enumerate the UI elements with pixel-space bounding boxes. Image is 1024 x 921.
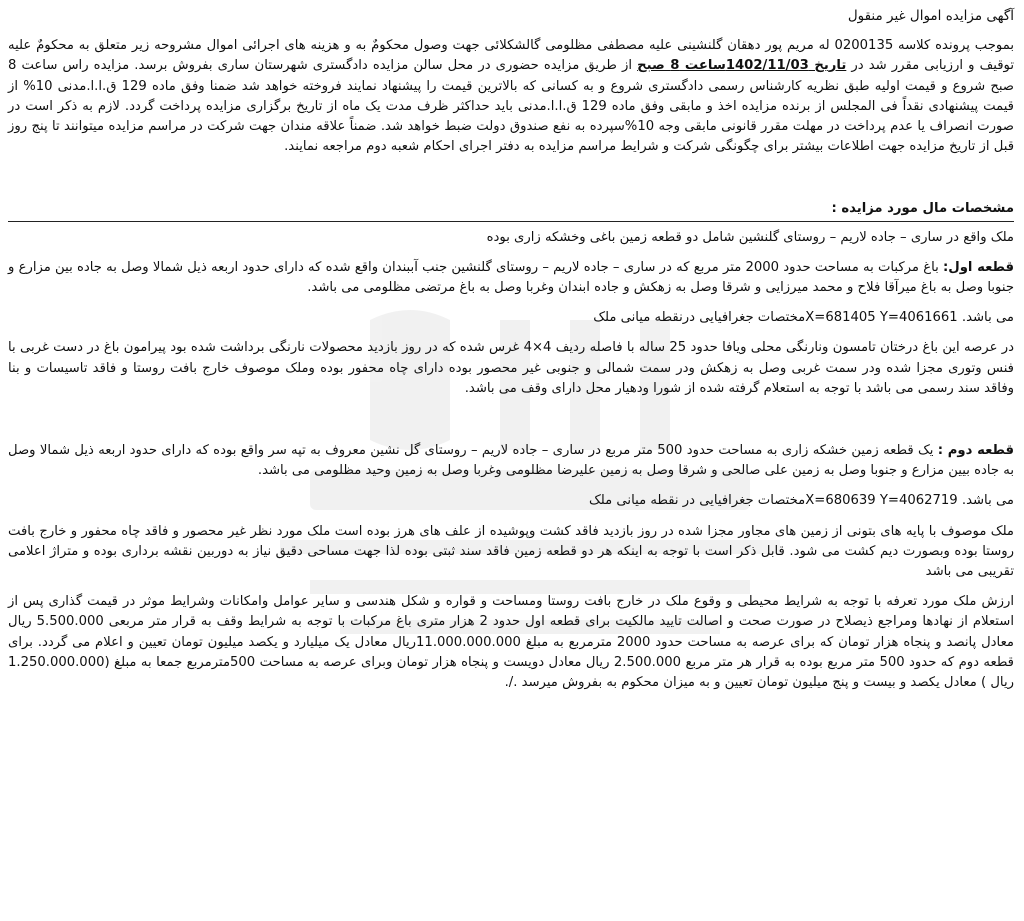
parcel-1-paragraph	[8, 258, 1014, 298]
intro-text-1: بموجب پرونده کلاسه 0200135 له مریم پور دهقان گلنشینی علیه مصطفی مظلومی گالشکلائی جهت وصول محکومٌ به و هزینه های اجرائی اموال مشروحه زیر متعلق به محکومٌ علیه توقیف و ارزیابی مقرر شد در	[8, 38, 1014, 74]
intro-paragraph	[8, 36, 1014, 157]
parcel-2-text: یک قطعه زمین خشکه زاری به مساحت حدود 500 متر مربع در ساری – جاده لاریم – روستای گل نشین معروف به تپه سر واقع بوده که دارای حدود اربعه ذیل شمالا وصل به جاده بیین مزارع و جنوبا وصل به زمین علی صالحی و شرقا وصل به زمین علیرضا مظلومی وغربا وصل به زمین وحید مظلومی می باشد.	[8, 443, 1014, 479]
parcel-1-label: قطعه اول:	[943, 259, 1014, 275]
parcel-2-paragraph	[8, 441, 1014, 481]
parcel-1-coords: می باشد. X=681405 Y=4061661مختصات جغرافیایی درنقطه میانی ملک	[593, 310, 1014, 326]
parcel-1-text: باغ مرکبات به مساحت حدود 2000 متر مربع که در ساری – جاده لاریم – روستای گلنشین جنب آببندان واقع شده که دارای حدود اربعه ذیل شمالا وصل به جاده بین مزارع و جنوبا وصل به باغ میرآقا فلاح و محمد میرزایی و شرقا وصل به زهکش و جاده ابندان وغربا وصل به باغ مرتضی مظلومی می باشد.	[8, 259, 1014, 296]
property-location: ملک واقع در ساری – جاده لاریم – روستای گلنشین شامل دو قطعه زمین باغی وخشکه زاری بوده	[486, 229, 1014, 245]
parcel-1-description: در عرصه این باغ درختان تامسون ونارنگی محلی ویافا حدود 25 ساله با فاصله ردیف 4×4 غرس شده که در روز بازدید محصولات نارنگی برداشت شده بود پیرامون باغ در دست غربی با فنس وتوری مجزا شده ودر سمت غربی وصل به زهکش ودر سمت شمالی و جنوبی غیر محصور بوده دارای چاه محفور بوده وملک موصوف خارج بافت روستا و فاقد تاسیسات و بنا وفاقد سند رسمی می باشد با توجه به استعلام گرفته شده از شورا ودهیار محل دارای وقف می باشد.	[8, 340, 1014, 396]
intro-text-2: از طریق مزایده حضوری در محل سالن مزایده دادگستری شهرستان ساری بفروش برسد. مزایده راس ساعت 8 صبح شروع و قیمت اولیه طبق نظریه کارشناس رسمی دادگستری شروع و به کسانی که بالاترین قیمت را پیشنهاد نمایند فروخته خواهد شد ضمنا وفق ماده 129 ق.ا.ا.مدنی 10% از قیمت پیشنهادی نقداً فی المجلس از برنده مزایده اخذ و مابقی وفق ماده 129 ق.ا.ا.مدنی باید حداکثر ظرف مدت یک ماه از تاریخ برگزاری مزایده پرداخت گردد. لازم به ذکر است در صورت انصراف یا عدم پرداخت در مهلت مقرر قانونی مابقی وجه 10%سپرده به نفع صندوق دولت ضبط خواهد شد. ضمناً علاقه مندان جهت شرکت در مراسم مزایده میتوانند تا پنج روز قبل از تاریخ مزایده جهت اطلاعات بیشتر برای چگونگی شرکت و شرایط مراسم مزایده به دفتر اجرای احکام شعبه دوم مراجعه نمایند.	[8, 58, 1015, 155]
valuation-paragraph: ارزش ملک مورد تعرفه با توجه به شرایط محیطی و وقوع ملک در خارج بافت روستا ومساحت و قواره و شکل هندسی و سایر عوامل وامکانات وشرایط موثر در قیمت گذاری پس از استعلام از نهادها ومراجع ذیصلاح در صورت صحت و اصالت تایید مالکیت برای قطعه اول حدود 2 هزار متری باغ مرکبات با توجه به شرایط وقف به قرار متر مربعی 5.500.000 ریال معادل پانصد و پنجاه هزار تومان که برای عرصه به مساحت حدود 2000 مترمربع به مبلغ 11.000.000.000ریال معادل یک میلیارد و یکصد میلیون تومان تعیین و اعلام می گردد. برای قطعه دوم که حدود 500 متر مربع بوده به قرار هر متر مربع 2.500.000 ریال معادل دویست و پنجاه هزار تومان وبرای عرصه به مساحت 500مترمربع جمعا به مبلغ (1.250.000.000 ریال ) معادل یکصد و بیست و پنج میلیون تومان تعیین و به میزان محکوم به بفروش میرسد ./.	[8, 594, 1015, 691]
specs-heading: مشخصات مال مورد مزایده :	[8, 199, 1014, 221]
parcel-2-label: قطعه دوم :	[937, 443, 1014, 459]
auction-date: تاریخ 1402/11/03ساعت 8 صبح	[637, 58, 847, 74]
parcel-2-coords: می باشد. X=680639 Y=4062719مختصات جغرافیایی در نقطه میانی ملک	[589, 493, 1014, 509]
parcel-2-description: ملک موصوف با پایه های بتونی از زمین های مجاور مجزا شده در روز بازدید فاقد کشت وپوشیده از علف های هرز بوده است ملک مورد نظر غیر محصور و فاقد چاه محفور و خارج بافت روستا بوده وبصورت دیم کشت می شود. قابل ذکر است با توجه به اینکه هر دو قطعه زمین فاقد سند ثبتی بوده لذا جهت مساحی دقیق نیاز به دوربین نقشه برداری بوده و متراژ اعلامی تقریبی می باشد	[8, 523, 1014, 580]
page-title: آگهی مزایده اموال غیر منقول	[847, 8, 1014, 24]
